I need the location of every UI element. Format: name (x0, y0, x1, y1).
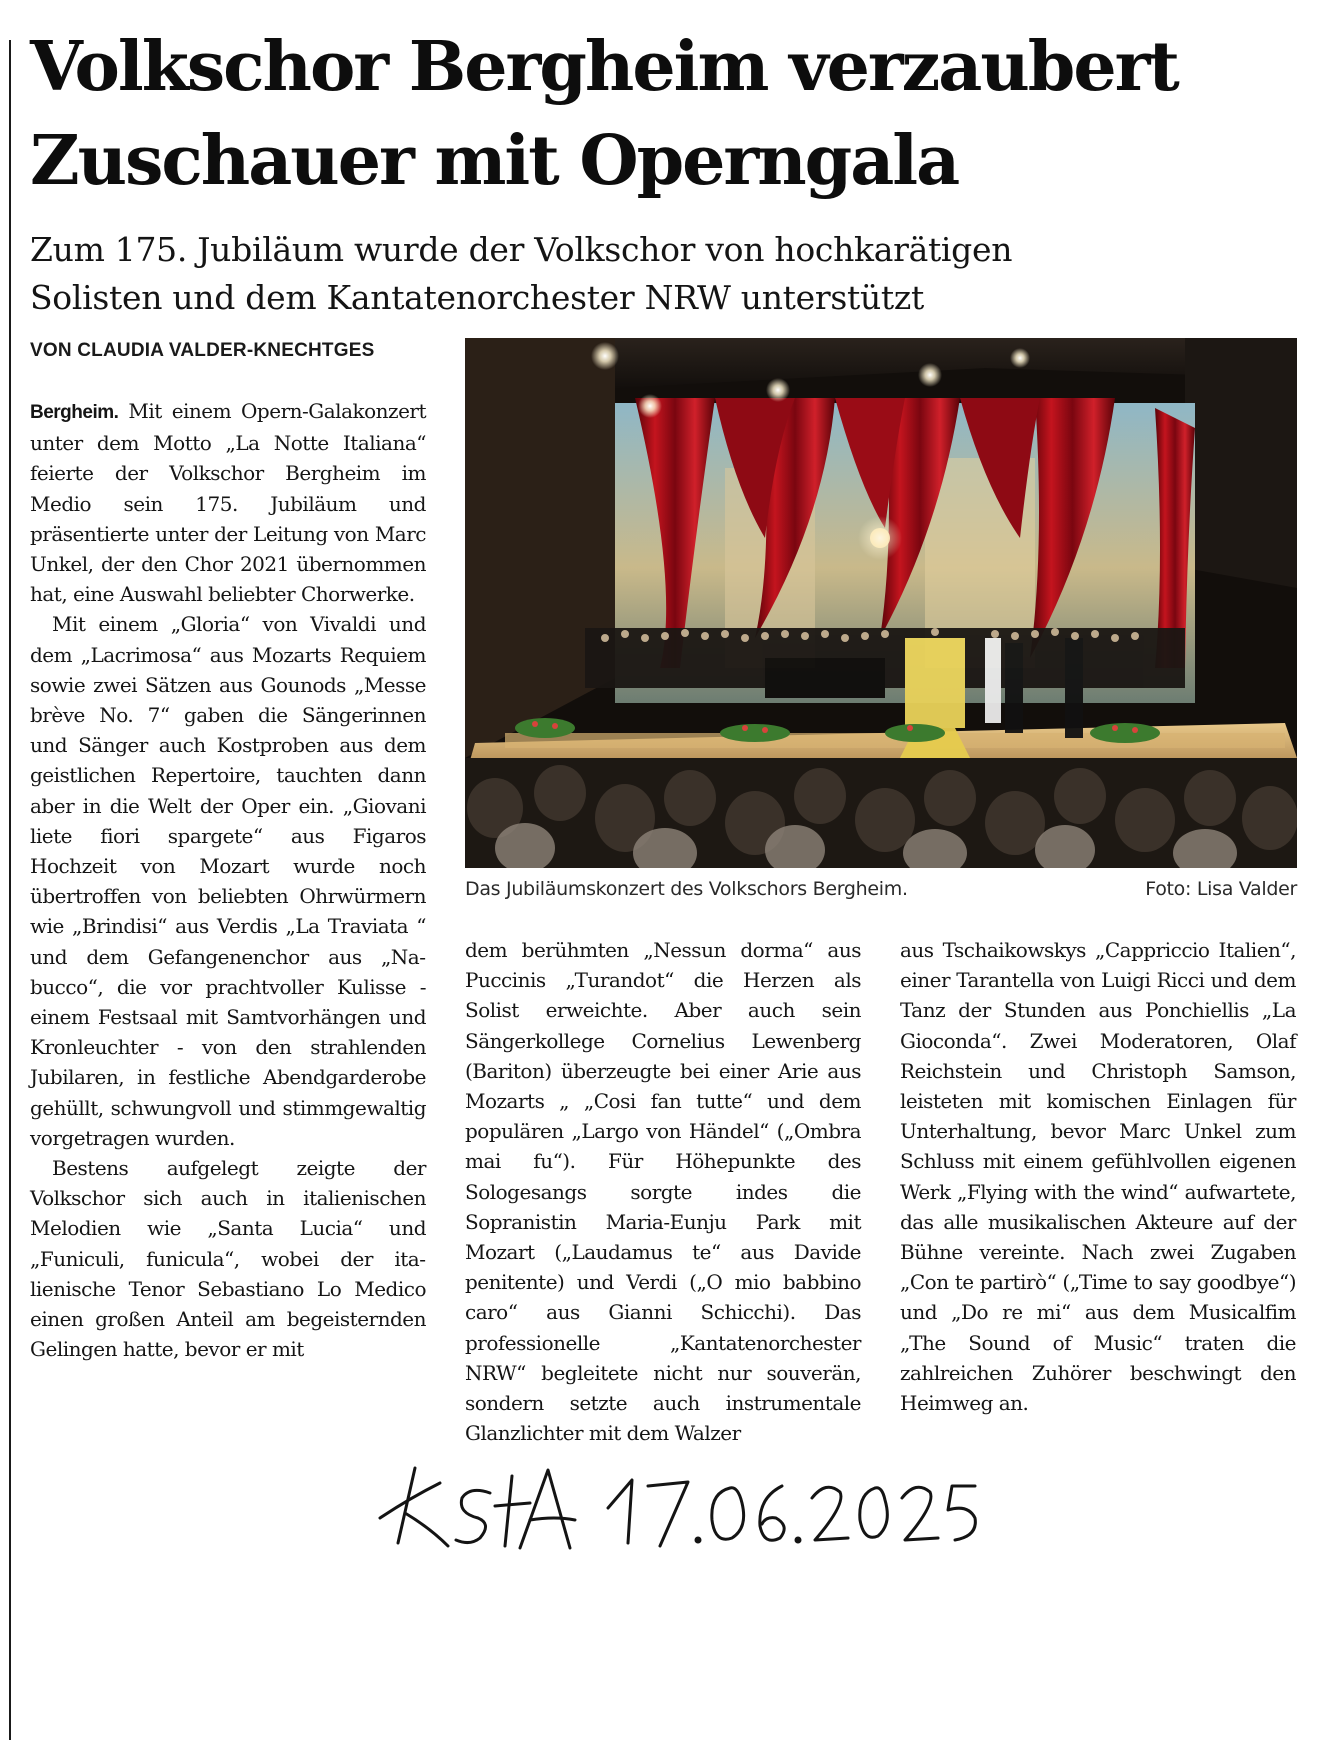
column-2-text: dem berühmten „Nessun dorma“ aus Puccinis „Turandot“ die Herzen als Solist erweichte. Aber auch sein Sängerkollege Cornelius Lewenberg (Bariton) überzeugte bei einer Arie aus Mozarts „ „Cosi fan tutte“ und dem populären „Largo von Händel“ („Ombra mai fu“). Für Höhepunkte des Sologesangs sorgte indes die Sopranistin Maria-Eunju Park mit Mozart („Laudamus te“ aus Davide penitente) und Verdi („O mio babbino caro“ aus Gianni Schicchi). Das professionelle „Kantatenorchester NRW“ begleitete nicht nur souverän, sondern setzte auch instrumentale Glanzlichter mit dem Walzer (465, 938, 861, 1446)
paragraph-1 (30, 396, 426, 609)
subheadline (30, 226, 1310, 322)
dateline: Bergheim. (30, 402, 119, 423)
photo-credit: Foto: Lisa Valder (1145, 878, 1297, 900)
column-rule (9, 40, 11, 1740)
paragraph-1-text: Mit einem Opern-Galakonzert unter dem Motto „La Notte Italiana“ feierte der Volkschor Bergheim im Medio sein 175. Jubiläum und präsentierte unter der Leitung von Marc Unkel, der den Chor 2021 übernommen hat, eine Auswahl beliebter Chorwerke. (30, 399, 427, 607)
headline-line-2: Zuschauer mit Operngala (30, 121, 959, 201)
headline-line-1: Volkschor Bergheim verzaubert (30, 27, 1178, 107)
article-column-2 (465, 935, 861, 1448)
photo-caption: Das Jubiläumskonzert des Volkschors Bergheim. (465, 878, 908, 900)
article-column-3 (900, 935, 1296, 1418)
concert-photo (465, 338, 1297, 868)
paragraph-3: Bestens aufgelegt zeigte der Volkschor sich auch in italienischen Melodien wie „Santa Lucia“ und „Funiculi, funicula“, wobei der italienische Tenor Sebastiano Lo Medico einen großen Anteil am begeisternden Gelingen hatte, bevor er mit (30, 1156, 426, 1362)
handwritten-date-note (370, 1458, 990, 1558)
concert-photo-illustration (465, 338, 1297, 868)
article-column-1 (30, 396, 426, 1365)
headline (30, 20, 1310, 208)
photo-caption-row (465, 878, 1297, 900)
paragraph-2: Mit einem „Gloria“ von Vivaldi und dem „Lacrimosa“ aus Mozarts Requiem sowie zwei Sätzen aus Gounods „Messe brève No. 7“ gaben die Sängerinnen und Sänger auch Kostproben aus dem geistlichen Repertoire, tauchten dann aber in die Welt der Oper ein. „Giovani liete fiori spargete“ aus Figaros Hochzeit von Mozart wurde noch übertroffen von beliebten Ohrwürmern wie „Brindisi“ aus Verdis „La Traviata “ und dem Gefangenenchor aus „Nabucco“, die vor prachtvoller Kulisse - einem Festsaal mit Samtvorhängen und Kronleuchter - von den strahlenden Jubilaren, in festliche Abendgarderobe gehüllt, schwungvoll und stimmgewaltig vorgetragen wurden. (30, 612, 426, 1150)
subheadline-line-2: Solisten und dem Kantatenorchester NRW unterstützt (30, 278, 924, 317)
byline: VON CLAUDIA VALDER-KNECHTGES (30, 340, 375, 361)
column-3-text: aus Tschaikowskys „Cappriccio Italien“, einer Tarantella von Luigi Ricci und dem Tanz der Stunden aus Ponchiellis „La Gioconda“. Zwei Moderatoren, Olaf Reichstein und Christoph Samson, leisteten mit komischen Einlagen für Unterhaltung, bevor Marc Unkel zum Schluss mit einem gefühlvollen eigenen Werk „Flying with the wind“ aufwartete, das alle musikalischen Akteure auf der Bühne vereinte. Nach zwei Zugaben „Con te partirò“ („Time to say goodbye“) und „Do re mi“ aus dem Musicalfim „The Sound of Music“ traten die zahlreichen Zuhörer beschwingt den Heimweg an. (900, 938, 1296, 1416)
subheadline-line-1: Zum 175. Jubiläum wurde der Volkschor von hochkarätigen (30, 230, 1013, 269)
